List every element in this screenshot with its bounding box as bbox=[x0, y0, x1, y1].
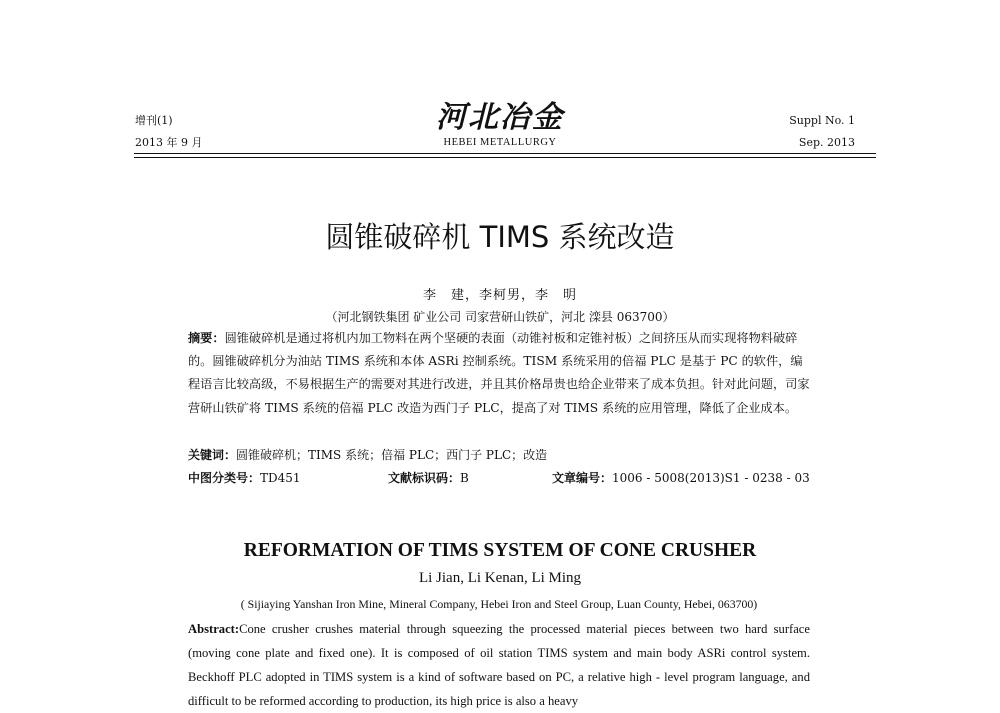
journal-title-cn: 河北冶金 bbox=[436, 100, 564, 135]
clc-label: 中图分类号： bbox=[188, 471, 261, 485]
abstract-en-label: Abstract: bbox=[188, 622, 240, 636]
supplement-number: Suppl No. 1 bbox=[789, 114, 855, 127]
abstract-cn-label: 摘要： bbox=[188, 331, 225, 345]
keywords-text: 圆锥破碎机；TIMS 系统；倍福 PLC；西门子 PLC；改造 bbox=[236, 448, 548, 462]
article-no-label: 文章编号： bbox=[552, 471, 613, 485]
abstract-cn-text: 圆锥破碎机是通过将机内加工物料在两个坚硬的表面（动锥衬板和定锥衬板）之间挤压从而实现将物料破碎的。圆锥破碎机分为油站 TIMS 系统和本体 ASRi 控制系统。TISM 系统采用的倍福 PLC 是基于 PC 的软件，编程语言比较高级，不易根据生产的需要对其进行改进，并且其价格昂贵也给企业带来了成本负担。针对此问题，司家营研山铁矿将 TIMS 系统的倍福 PLC 改造为西门子 PLC，提高了对 TIMS 系统的应用管理，降低了企业成本。 bbox=[188, 331, 810, 415]
clc-number bbox=[188, 469, 301, 486]
affiliation-cn: （河北钢铁集团 矿业公司 司家营研山铁矿，河北 滦县 063700） bbox=[325, 310, 675, 324]
document-code bbox=[388, 469, 469, 486]
authors-cn: 李 建，李柯男，李 明 bbox=[422, 288, 577, 303]
article-no-value: 1006 - 5008(2013)S1 - 0238 - 03 bbox=[612, 471, 810, 485]
authors-en: Li Jian, Li Kenan, Li Ming bbox=[418, 570, 582, 586]
header-right bbox=[789, 114, 855, 150]
supplement-label: 增刊(1) bbox=[135, 114, 173, 127]
affiliation-en: ( Sijiaying Yanshan Iron Mine, Mineral Company, Hebei Iron and Steel Group, Luan County, Hebei, 063700) bbox=[240, 597, 758, 611]
abstract-en bbox=[188, 617, 810, 713]
journal-title-en: HEBEI METALLURGY bbox=[443, 137, 557, 148]
keywords-cn bbox=[188, 446, 547, 463]
abstract-cn bbox=[188, 327, 810, 420]
doc-code-label: 文献标识码： bbox=[388, 471, 461, 485]
paper-title-en: REFORMATION OF TIMS SYSTEM OF CONE CRUSHER bbox=[243, 540, 757, 561]
abstract-en-text: Cone crusher crushes material through squeezing the processed material pieces between two hard surface (moving cone plate and fixed one). It is composed of oil station TIMS system and main body ASRi control system. Beckhoff PLC adopted in TIMS system is a kind of software based on PC, a relative high - level program language, and difficult to be reformed according to production, its high price is also a heavy bbox=[188, 622, 810, 708]
keywords-label: 关键词： bbox=[188, 448, 237, 462]
clc-value: TD451 bbox=[260, 471, 301, 485]
issue-date-cn: 2013 年 9 月 bbox=[135, 136, 203, 149]
header-rule-thick bbox=[134, 153, 876, 154]
article-number bbox=[552, 469, 810, 486]
paper-title-cn: 圆锥破碎机 TIMS 系统改造 bbox=[325, 220, 675, 254]
doc-code-value: B bbox=[460, 471, 469, 485]
issue-date-en: Sep. 2013 bbox=[798, 136, 855, 149]
header-rule-thin bbox=[134, 157, 876, 158]
